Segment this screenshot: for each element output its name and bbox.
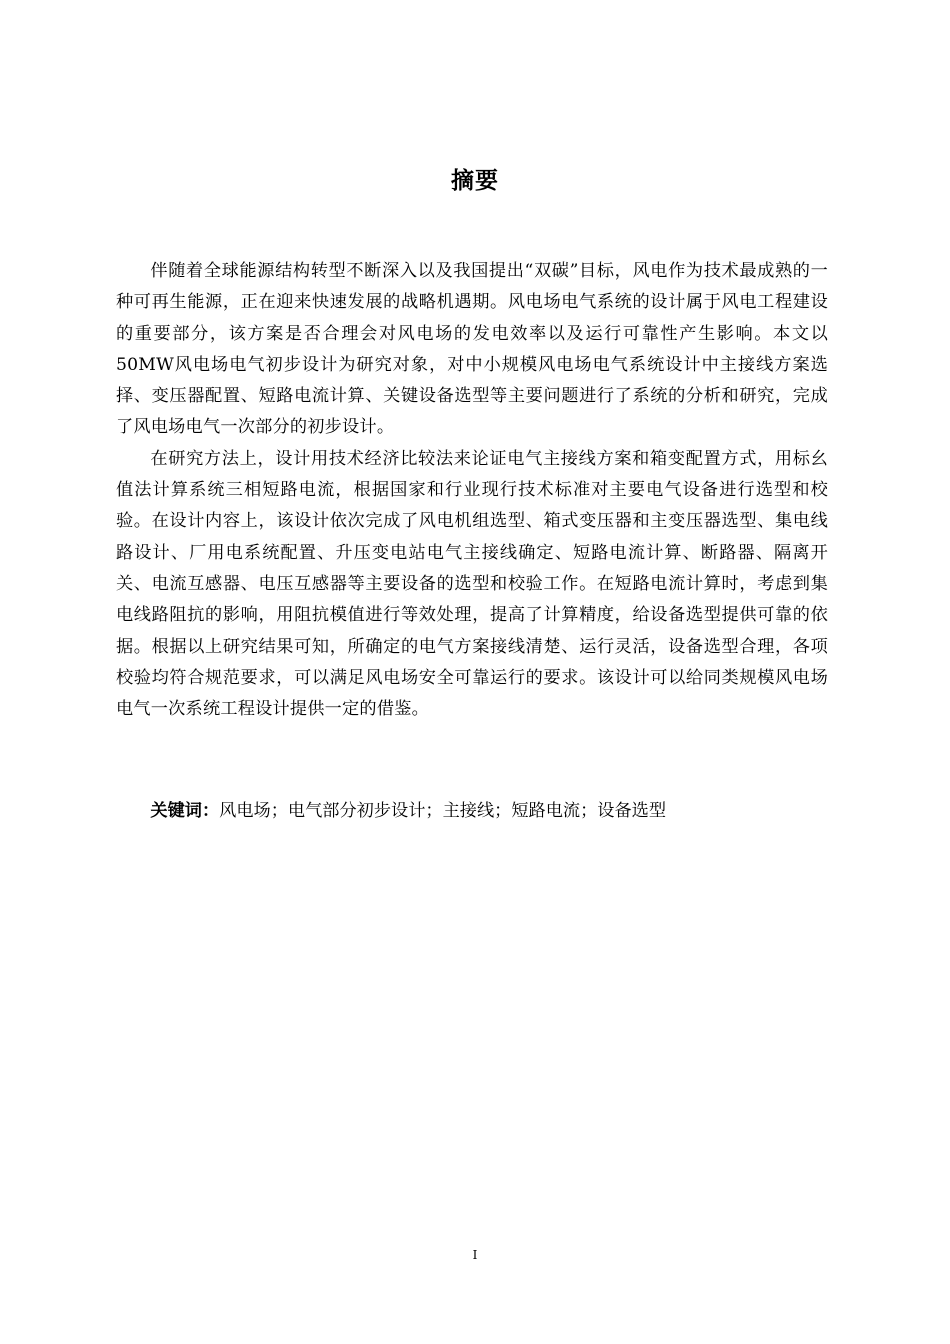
keywords-label: 关键词： (150, 801, 220, 821)
abstract-paragraph-2: 在研究方法上，设计用技术经济比较法来论证电气主接线方案和箱变配置方式，用标幺值法计算系统三相短路电流，根据国家和行业现行技术标准对主要电气设备进行选型和校验。在设计内容上，该设计依次完成了风电机组选型、箱式变压器和主变压器选型、集电线路设计、厂用电系统配置、升压变电站电气主接线确定、短路电流计算、断路器、隔离开关、电流互感器、电压互感器等主要设备的选型和校验工作。在短路电流计算时，考虑到集电线路阻抗的影响，用阻抗模值进行等效处理，提高了计算精度，给设备选型提供可靠的依据。根据以上研究结果可知，所确定的电气方案接线清楚、运行灵活，设备选型合理，各项校验均符合规范要求，可以满足风电场安全可靠运行的要求。该设计可以给同类规模风电场电气一次系统工程设计提供一定的借鉴。 (116, 448, 828, 720)
keywords-line (116, 796, 828, 827)
page-number: I (472, 1248, 478, 1262)
abstract-paragraph-1: 伴随着全球能源结构转型不断深入以及我国提出“双碳”目标，风电作为技术最成熟的一种可再生能源，正在迎来快速发展的战略机遇期。风电场电气系统的设计属于风电工程建设的重要部分，该方案是否合理会对风电场的发电效率以及运行可靠性产生影响。本文以50MW风电场电气初步设计为研究对象，对中小规模风电场电气系统设计中主接线方案选择、变压器配置、短路电流计算、关键设备选型等主要问题进行了系统的分析和研究，完成了风电场电气一次部分的初步设计。 (116, 261, 828, 438)
abstract-body (116, 256, 828, 725)
page-title: 摘要 (451, 168, 499, 194)
keywords-text: 风电场；电气部分初步设计；主接线；短路电流；设备选型 (219, 801, 667, 821)
